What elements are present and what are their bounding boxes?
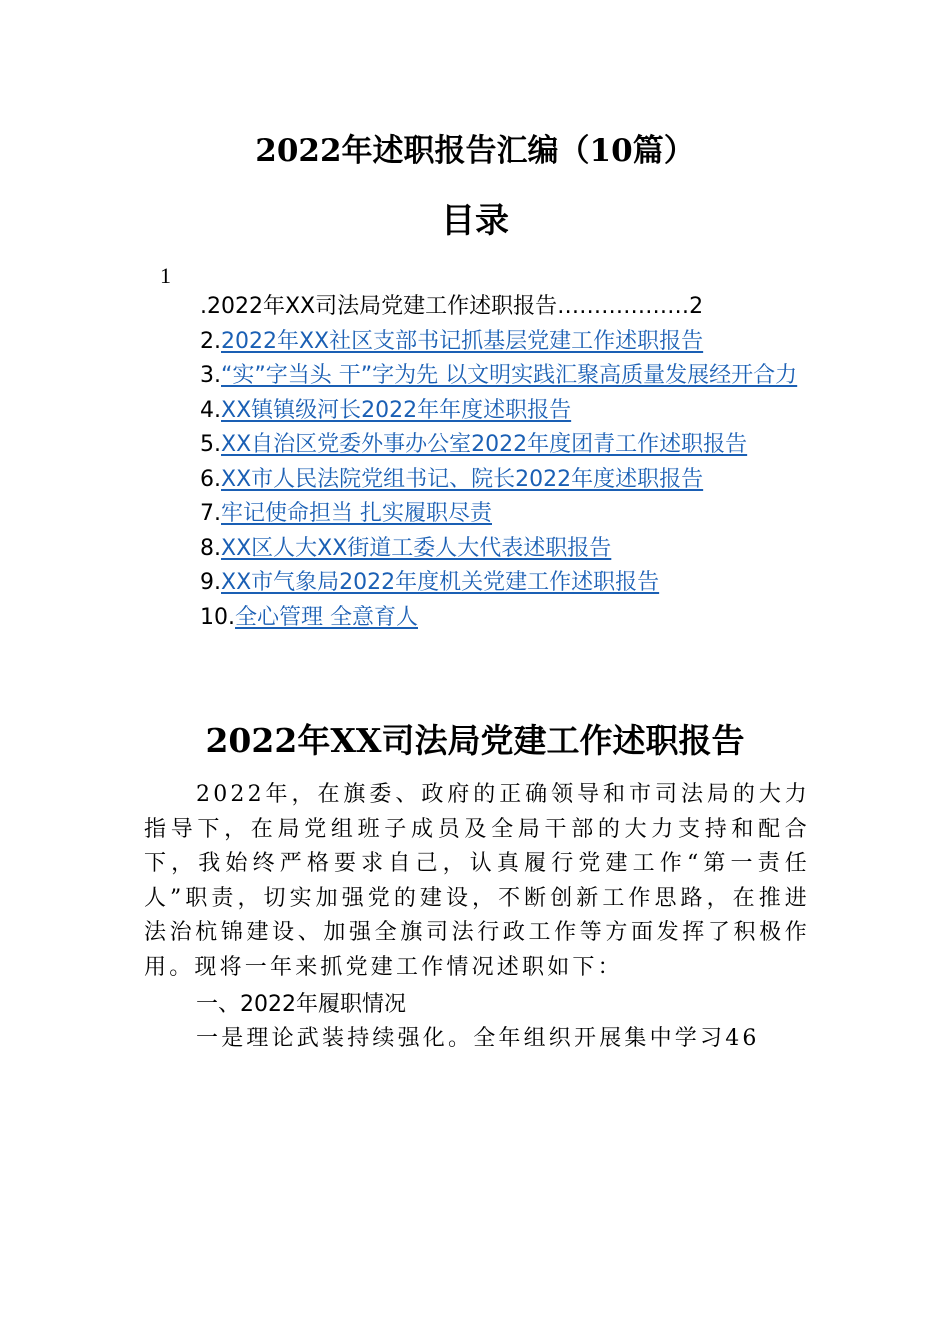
toc-item-number: 6. xyxy=(200,466,221,492)
toc-stray-number: 1 xyxy=(160,263,171,288)
toc-item-number: 5. xyxy=(200,432,221,457)
toc-item[interactable] xyxy=(144,532,810,567)
toc-item-link[interactable]: “实”字当头 干”字为先 以文明实践汇聚高质量发展经开合力 xyxy=(221,363,798,388)
toc-item[interactable] xyxy=(144,497,810,532)
toc-item-number: 7. xyxy=(200,501,221,526)
toc-item[interactable] xyxy=(144,290,810,325)
toc-item[interactable] xyxy=(144,566,810,601)
toc-item[interactable] xyxy=(144,428,810,463)
body-paragraph: 一是理论武装持续强化。全年组织开展集中学习46 xyxy=(196,1026,760,1051)
toc-item[interactable] xyxy=(144,359,810,394)
toc-item-link[interactable]: 2022年XX社区支部书记抓基层党建工作述职报告 xyxy=(221,328,704,354)
toc-item-number: 3. xyxy=(200,363,221,388)
toc-item-leader-dots: ……………… xyxy=(557,294,690,319)
toc-item-number: . xyxy=(200,294,207,319)
toc-item[interactable] xyxy=(144,601,810,636)
toc-item-link[interactable]: XX镇镇级河长2022年年度述职报告 xyxy=(221,397,572,423)
toc-item-title[interactable]: 2022年XX司法局党建工作述职报告 xyxy=(207,294,558,319)
toc-item[interactable] xyxy=(144,394,810,429)
toc-item-number: 2. xyxy=(200,328,221,354)
toc-item-link[interactable]: 牢记使命担当 扎实履职尽责 xyxy=(221,501,492,526)
toc-item-number: 10. xyxy=(200,604,235,630)
toc-heading: 目录 xyxy=(441,201,509,241)
toc-item-number: 8. xyxy=(200,535,221,561)
document-title: 2022年述职报告汇编（10篇） xyxy=(255,133,695,169)
section-subheading: 一、2022年履职情况 xyxy=(196,992,406,1017)
toc-item[interactable] xyxy=(144,463,810,498)
toc-item-link[interactable]: XX自治区党委外事办公室2022年度团青工作述职报告 xyxy=(221,432,748,457)
toc-item[interactable] xyxy=(144,325,810,360)
toc-item-page-number: 2 xyxy=(689,294,704,319)
section-title: 2022年XX司法局党建工作述职报告 xyxy=(205,721,745,760)
table-of-contents xyxy=(144,290,810,635)
toc-item-link[interactable]: XX市气象局2022年度机关党建工作述职报告 xyxy=(221,570,660,595)
body-paragraph: 2022年，在旗委、政府的正确领导和市司法局的大力指导下，在局党组班子成员及全局干部的大力支持和配合下，我始终严格要求自己，认真履行党建工作“第一责任人”职责，切实加强党的建设，不断创新工作思路，在推进法治杭锦建设、加强全旗司法行政工作等方面发挥了积极作用。现将一年来抓党建工作情况述职如下： xyxy=(144,782,810,980)
toc-item-link[interactable]: 全心管理 全意育人 xyxy=(235,604,418,630)
toc-item-number: 9. xyxy=(200,570,221,595)
toc-item-link[interactable]: XX市人民法院党组书记、院长2022年度述职报告 xyxy=(221,466,704,492)
toc-item-number: 4. xyxy=(200,397,221,423)
toc-item-link[interactable]: XX区人大XX街道工委人大代表述职报告 xyxy=(221,535,612,561)
